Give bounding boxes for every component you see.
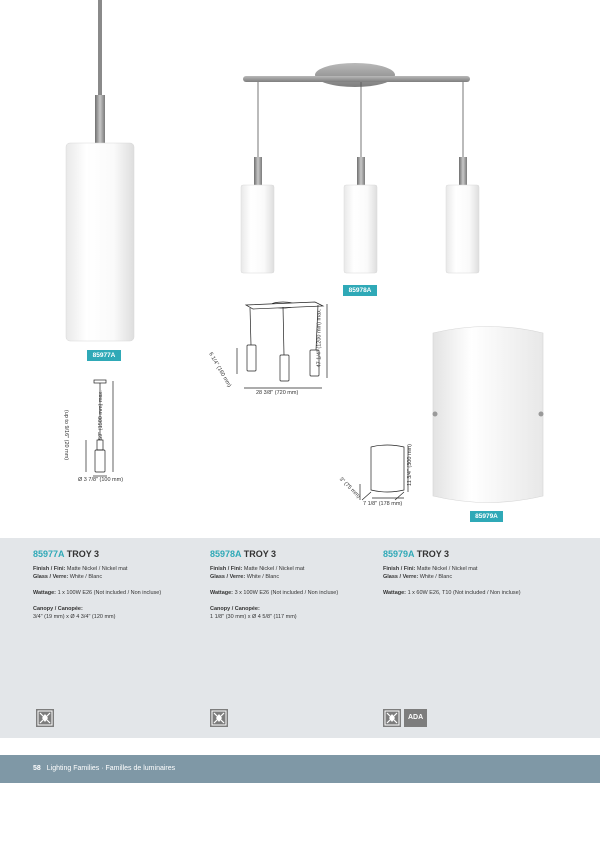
canopy-value: 3/4" (19 mm) x Ø 4 3/4" (120 mm): [33, 614, 116, 620]
glass-row: [210, 573, 380, 581]
glass-value: White / Blanc: [246, 574, 280, 580]
certification-icons-85979a: [383, 709, 427, 727]
finish-label: Finish / Fini:: [210, 566, 243, 572]
product-name: TROY 3: [416, 549, 450, 559]
glass-row: [33, 573, 203, 581]
dim-p2-glass: 6 1/4" (160 mm): [207, 351, 233, 389]
wattage-label: Wattage:: [210, 590, 234, 596]
wattage-row: [210, 589, 380, 597]
product-name: TROY 3: [66, 549, 100, 559]
product-code: 85979A: [383, 549, 415, 559]
glass-label: Glass / Verre:: [210, 574, 246, 580]
product-code: 85978A: [210, 549, 242, 559]
certification-icons-85978a: [210, 709, 228, 727]
product-name: TROY 3: [243, 549, 277, 559]
dim-p3-width: 7 1/8" (178 mm): [363, 501, 403, 507]
spec-column-85978a: [210, 548, 380, 621]
canopy-label-row: [210, 605, 380, 613]
spec-panel: [0, 538, 600, 738]
wattage-row: [383, 589, 553, 597]
spec-column-85979a: [383, 548, 553, 597]
product-tag-85979a: 85979A: [470, 511, 503, 522]
product-title: [383, 548, 553, 560]
dry-location-icon: [36, 709, 54, 727]
wattage-row: [33, 589, 203, 597]
page-footer: [0, 755, 600, 783]
dim-p2-height: 47 1/4" (1200 mm) max.: [316, 308, 323, 368]
wattage-label: Wattage:: [33, 590, 57, 596]
ada-badge: ADA: [404, 709, 427, 727]
dim-p3-height: 11 3/4" (300 mm): [406, 444, 413, 486]
finish-label: Finish / Fini:: [383, 566, 416, 572]
sconce-85979a-image: [433, 327, 544, 503]
footer-section-title: Lighting Families · Familles de luminaires: [46, 765, 176, 772]
product-tag-85978a: 85978A: [343, 285, 377, 296]
product-title: [210, 548, 380, 560]
certification-icons-85977a: [36, 709, 54, 727]
glass-value: White / Blanc: [419, 574, 453, 580]
canopy-label: Canopy / Canopée:: [210, 606, 260, 612]
finish-row: [210, 565, 380, 573]
glass-row: [383, 573, 553, 581]
drawing-85979a: [360, 445, 408, 500]
dim-p1-glass: (up to 9/16" (20 mm): [63, 409, 70, 461]
glass-label: Glass / Verre:: [383, 574, 419, 580]
wattage-value: 1 x 60W E26, T10 (Not included / Non incluse): [407, 590, 521, 596]
wattage-value: 1 x 100W E26 (Not included / Non incluse): [57, 590, 162, 596]
canopy-label-row: [33, 605, 203, 613]
glass-label: Glass / Verre:: [33, 574, 69, 580]
product-code: 85977A: [33, 549, 65, 559]
dim-p2-width: 28 3/8" (720 mm): [256, 390, 299, 396]
dim-p1-height: 59" (1500 mm) max.: [97, 390, 104, 440]
product-tag-85977a: 85977A: [87, 350, 121, 361]
spec-column-85977a: [33, 548, 203, 621]
canopy-value: 1 1/8" (30 mm) x Ø 4 5/8" (117 mm): [210, 614, 297, 620]
finish-row: [33, 565, 203, 573]
finish-value: Matte Nickel / Nickel mat: [416, 566, 478, 572]
finish-value: Matte Nickel / Nickel mat: [243, 566, 305, 572]
finish-value: Matte Nickel / Nickel mat: [66, 566, 128, 572]
dry-location-icon: [210, 709, 228, 727]
product-title: [33, 548, 203, 560]
dim-p1-diameter: Ø 3 7/8" (100 mm): [78, 477, 124, 483]
page-number: 58: [33, 765, 41, 772]
dry-location-icon: [383, 709, 401, 727]
dim-p3-depth: 3" (75 mm): [337, 476, 362, 500]
canopy-label: Canopy / Canopée:: [33, 606, 83, 612]
finish-row: [383, 565, 553, 573]
drawing-85978a: [237, 302, 327, 388]
wattage-label: Wattage:: [383, 590, 407, 596]
wattage-value: 3 x 100W E26 (Not included / Non incluse): [234, 590, 339, 596]
finish-label: Finish / Fini:: [33, 566, 66, 572]
glass-value: White / Blanc: [69, 574, 103, 580]
pendant-85978a-image: [241, 63, 479, 273]
pendant-85977a-image: [66, 0, 134, 341]
